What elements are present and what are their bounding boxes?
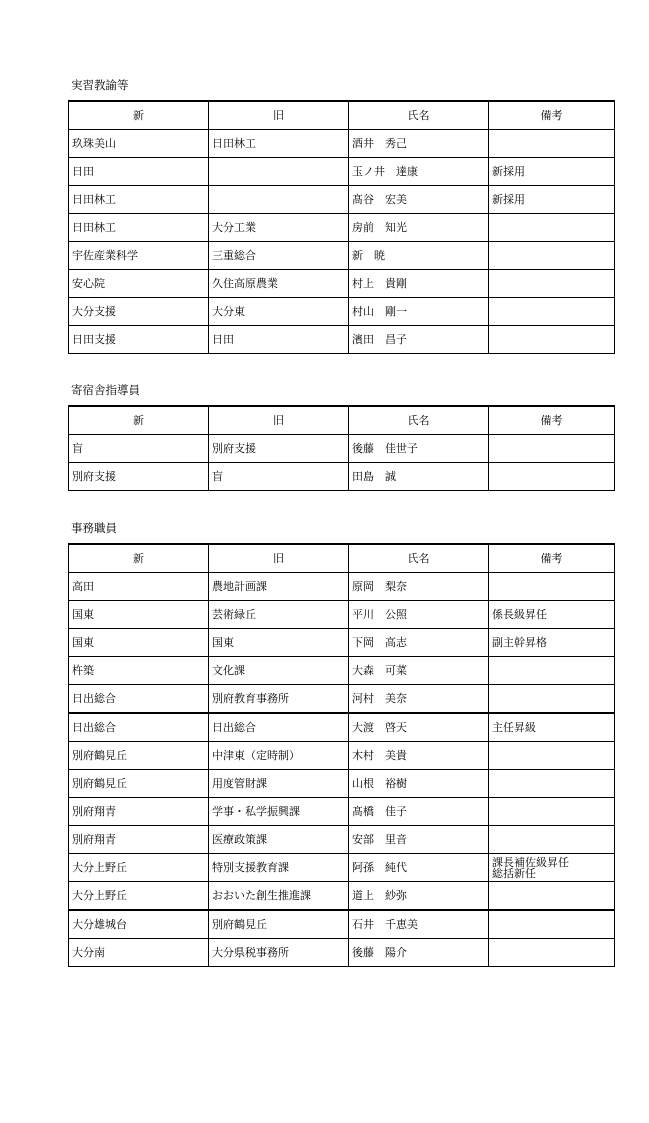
cell-new: 安心院 — [69, 270, 209, 298]
cell-note — [489, 798, 615, 826]
cell-new: 国東 — [69, 629, 209, 657]
cell-new: 盲 — [69, 435, 209, 463]
table-jimu — [68, 543, 615, 967]
cell-new: 杵築 — [69, 657, 209, 685]
cell-name: 平川 公照 — [349, 601, 489, 629]
cell-old: 中津東（定時制） — [209, 742, 349, 770]
cell-note — [489, 270, 615, 298]
cell-name: 安部 里音 — [349, 826, 489, 854]
cell-name: 房前 知光 — [349, 214, 489, 242]
cell-note: 副主幹昇格 — [489, 629, 615, 657]
cell-note: 新採用 — [489, 158, 615, 186]
table-row — [69, 326, 615, 354]
cell-old: 日田林工 — [209, 130, 349, 158]
table-row — [69, 573, 615, 601]
table-row — [69, 186, 615, 214]
cell-name: 石井 千恵美 — [349, 910, 489, 939]
cell-name: 後藤 陽介 — [349, 939, 489, 967]
table-row — [69, 158, 615, 186]
cell-note — [489, 770, 615, 798]
cell-new: 別府支援 — [69, 463, 209, 491]
cell-new: 別府翔青 — [69, 798, 209, 826]
cell-old: 日田 — [209, 326, 349, 354]
table-row — [69, 463, 615, 491]
table-row — [69, 910, 615, 939]
cell-note — [489, 214, 615, 242]
cell-old: 文化課 — [209, 657, 349, 685]
table-row — [69, 713, 615, 742]
cell-new: 玖珠美山 — [69, 130, 209, 158]
cell-note — [489, 130, 615, 158]
cell-note — [489, 657, 615, 685]
cell-old — [209, 186, 349, 214]
cell-note — [489, 463, 615, 491]
cell-name: 河村 美奈 — [349, 685, 489, 714]
cell-new: 日出総合 — [69, 713, 209, 742]
table-row — [69, 854, 615, 882]
section-title-jisshu: 実習教諭等 — [71, 78, 129, 92]
header-note: 備考 — [489, 544, 615, 573]
cell-note — [489, 242, 615, 270]
cell-name: 村山 剛一 — [349, 298, 489, 326]
cell-note — [489, 298, 615, 326]
cell-name: 木村 美貴 — [349, 742, 489, 770]
cell-name: 田島 誠 — [349, 463, 489, 491]
cell-old: 大分県税事務所 — [209, 939, 349, 967]
header-old: 旧 — [209, 406, 349, 435]
table-row — [69, 939, 615, 967]
table-kishukusha — [68, 405, 615, 491]
header-new: 新 — [69, 101, 209, 130]
cell-note — [489, 435, 615, 463]
cell-new: 大分上野丘 — [69, 854, 209, 882]
cell-name: 阿孫 純代 — [349, 854, 489, 882]
header-note: 備考 — [489, 406, 615, 435]
cell-old: 医療政策課 — [209, 826, 349, 854]
cell-new: 日田支援 — [69, 326, 209, 354]
cell-note: 主任昇級 — [489, 713, 615, 742]
table-jisshu — [68, 100, 615, 354]
cell-old: 農地計画課 — [209, 573, 349, 601]
cell-name: 原岡 梨奈 — [349, 573, 489, 601]
table-row — [69, 685, 615, 714]
cell-name: 道上 紗弥 — [349, 882, 489, 911]
cell-old: 国東 — [209, 629, 349, 657]
table-row — [69, 242, 615, 270]
table-row — [69, 270, 615, 298]
cell-old: 芸術緑丘 — [209, 601, 349, 629]
table-row — [69, 826, 615, 854]
cell-note — [489, 910, 615, 939]
cell-new: 日出総合 — [69, 685, 209, 714]
cell-note: 係長級昇任 — [489, 601, 615, 629]
cell-note — [489, 326, 615, 354]
cell-name: 酒井 秀己 — [349, 130, 489, 158]
cell-old: 盲 — [209, 463, 349, 491]
table-row — [69, 130, 615, 158]
table-row — [69, 770, 615, 798]
cell-note: 新採用 — [489, 186, 615, 214]
cell-note: 課長補佐級昇任 総括新任 — [489, 854, 615, 882]
table-header-row — [69, 544, 615, 573]
header-new: 新 — [69, 544, 209, 573]
cell-new: 日田 — [69, 158, 209, 186]
cell-note — [489, 573, 615, 601]
cell-new: 大分上野丘 — [69, 882, 209, 911]
cell-new: 国東 — [69, 601, 209, 629]
table-row — [69, 298, 615, 326]
cell-old: 久住高原農業 — [209, 270, 349, 298]
cell-new: 大分南 — [69, 939, 209, 967]
table-row — [69, 601, 615, 629]
cell-name: 新 暁 — [349, 242, 489, 270]
cell-name: 後藤 佳世子 — [349, 435, 489, 463]
section-title-jimu: 事務職員 — [71, 521, 117, 535]
cell-name: 濱田 昌子 — [349, 326, 489, 354]
cell-new: 別府翔青 — [69, 826, 209, 854]
cell-name: 玉ノ井 達康 — [349, 158, 489, 186]
cell-note — [489, 742, 615, 770]
header-old: 旧 — [209, 544, 349, 573]
table-row — [69, 629, 615, 657]
cell-old: 別府鶴見丘 — [209, 910, 349, 939]
cell-new: 大分支援 — [69, 298, 209, 326]
cell-old: 学事・私学振興課 — [209, 798, 349, 826]
cell-name: 村上 貴剛 — [349, 270, 489, 298]
header-name: 氏名 — [349, 544, 489, 573]
cell-new: 宇佐産業科学 — [69, 242, 209, 270]
header-name: 氏名 — [349, 101, 489, 130]
table-row — [69, 435, 615, 463]
cell-old: おおいた創生推進課 — [209, 882, 349, 911]
cell-old: 特別支援教育課 — [209, 854, 349, 882]
cell-old: 三重総合 — [209, 242, 349, 270]
cell-new: 別府鶴見丘 — [69, 770, 209, 798]
cell-note — [489, 939, 615, 967]
table-header-row — [69, 406, 615, 435]
cell-old: 別府支援 — [209, 435, 349, 463]
table-row — [69, 882, 615, 911]
cell-new: 別府鶴見丘 — [69, 742, 209, 770]
cell-name: 下岡 高志 — [349, 629, 489, 657]
table-header-row — [69, 101, 615, 130]
table-row — [69, 214, 615, 242]
cell-new: 日田林工 — [69, 214, 209, 242]
cell-name: 山根 裕樹 — [349, 770, 489, 798]
header-new: 新 — [69, 406, 209, 435]
header-note: 備考 — [489, 101, 615, 130]
header-name: 氏名 — [349, 406, 489, 435]
cell-new: 高田 — [69, 573, 209, 601]
cell-name: 大森 可菜 — [349, 657, 489, 685]
cell-new: 日田林工 — [69, 186, 209, 214]
section-title-kishukusha: 寄宿舎指導員 — [71, 383, 140, 397]
cell-note — [489, 826, 615, 854]
table-row — [69, 798, 615, 826]
header-old: 旧 — [209, 101, 349, 130]
cell-old: 日出総合 — [209, 713, 349, 742]
cell-note — [489, 882, 615, 911]
cell-old: 用度管財課 — [209, 770, 349, 798]
cell-old: 大分工業 — [209, 214, 349, 242]
cell-old — [209, 158, 349, 186]
cell-old: 別府教育事務所 — [209, 685, 349, 714]
cell-note — [489, 685, 615, 714]
cell-name: 髙橋 佳子 — [349, 798, 489, 826]
table-row — [69, 657, 615, 685]
cell-old: 大分東 — [209, 298, 349, 326]
table-row — [69, 742, 615, 770]
cell-new: 大分雄城台 — [69, 910, 209, 939]
cell-name: 髙谷 宏美 — [349, 186, 489, 214]
cell-name: 大渡 啓天 — [349, 713, 489, 742]
